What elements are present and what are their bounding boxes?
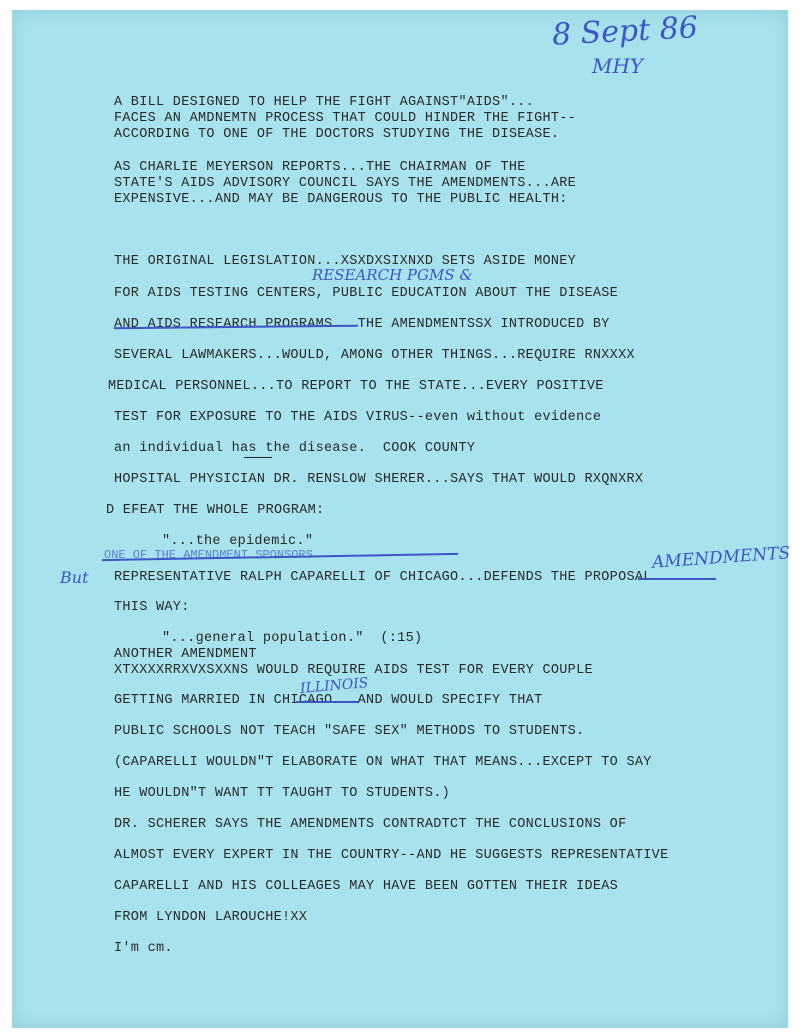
body-line: HOPSITAL PHYSICIAN DR. RENSLOW SHERER...SAYS THAT WOULD RXQNXRX [114,472,644,487]
body-line: FOR AIDS TESTING CENTERS, PUBLIC EDUCATION ABOUT THE DISEASE [114,286,619,301]
handwritten-research-programs: RESEARCH PGMS & [312,266,473,284]
intro-line: EXPENSIVE...AND MAY BE DANGEROUS TO THE PUBLIC HEALTH: [114,192,568,207]
strike-chicago [296,701,358,703]
body-line: ANOTHER AMENDMENT [114,647,257,662]
body-line: THIS WAY: [114,600,190,615]
body-line: (CAPARELLI WOULDN"T ELABORATE ON WHAT THAT MEANS...EXCEPT TO SAY [114,755,652,770]
handwritten-initials: MHY [592,54,644,78]
intro-line: ACCORDING TO ONE OF THE DOCTORS STUDYING THE DISEASE. [114,127,560,142]
body-line: HE WOULDN"T WANT TT TAUGHT TO STUDENTS.) [114,786,451,801]
body-line: FROM LYNDON LAROUCHE!XX [114,910,308,925]
struck-sponsor-phrase: ONE OF THE AMENDMENT SPONSORS [104,548,313,562]
body-line: I'm cm. [114,941,173,956]
body-line: AND AIDS RESEARCH PROGRAMS. THE AMENDMENTSSX INTRODUCED BY [114,317,610,332]
body-line: ALMOST EVERY EXPERT IN THE COUNTRY--AND HE SUGGESTS REPRESENTATIVE [114,848,669,863]
handwritten-but: But [60,568,89,587]
body-line: CAPARELLI AND HIS COLLEAGES MAY HAVE BEEN GOTTEN THEIR IDEAS [114,879,619,894]
handwritten-date: 8 Sept 86 [551,10,699,53]
body-line: D EFEAT THE WHOLE PROGRAM: [106,503,325,518]
body-line: SEVERAL LAWMAKERS...WOULD, AMONG OTHER THINGS...REQUIRE RNXXXX [114,348,635,363]
handwritten-illinois: ILLINOIS [299,675,370,697]
strike-proposal [638,578,716,580]
body-line: PUBLIC SCHOOLS NOT TEACH "SAFE SEX" METHODS TO STUDENTS. [114,724,585,739]
intro-line: A BILL DESIGNED TO HELP THE FIGHT AGAINST"AIDS"... [114,95,535,110]
body-line: DR. SCHERER SAYS THE AMENDMENTS CONTRADTCT THE CONCLUSIONS OF [114,817,627,832]
body-line: GETTING MARRIED IN CHICAGO...AND WOULD SPECIFY THAT [114,693,543,708]
body-line: TEST FOR EXPOSURE TO THE AIDS VIRUS--even without evidence [114,410,602,425]
body-line: MEDICAL PERSONNEL...TO REPORT TO THE STATE...EVERY POSITIVE [108,379,604,394]
soundbite-quote: "...the epidemic." [162,534,314,549]
body-line: REPRESENTATIVE RALPH CAPARELLI OF CHICAGO...DEFENDS THE PROPOSAL [114,570,652,585]
soundbite-quote: "...general population." (:15) [162,631,423,646]
handwritten-amendments: AMENDMENTS [651,543,791,573]
underline-has [244,457,272,458]
body-line: an individual has the disease. COOK COUNTY [114,441,476,456]
script-page [12,10,791,1028]
intro-line: STATE'S AIDS ADVISORY COUNCIL SAYS THE AMENDMENTS...ARE [114,176,577,191]
body-line: THE ORIGINAL LEGISLATION...XSXDXSIXNXD SETS ASIDE MONEY [114,254,577,269]
body-line: XTXXXXRRXVXSXXNS WOULD REQUIRE AIDS TEST FOR EVERY COUPLE [114,663,593,678]
intro-line: FACES AN AMDNEMTN PROCESS THAT COULD HINDER THE FIGHT-- [114,111,577,126]
intro-line: AS CHARLIE MEYERSON REPORTS...THE CHAIRMAN OF THE [114,160,526,175]
